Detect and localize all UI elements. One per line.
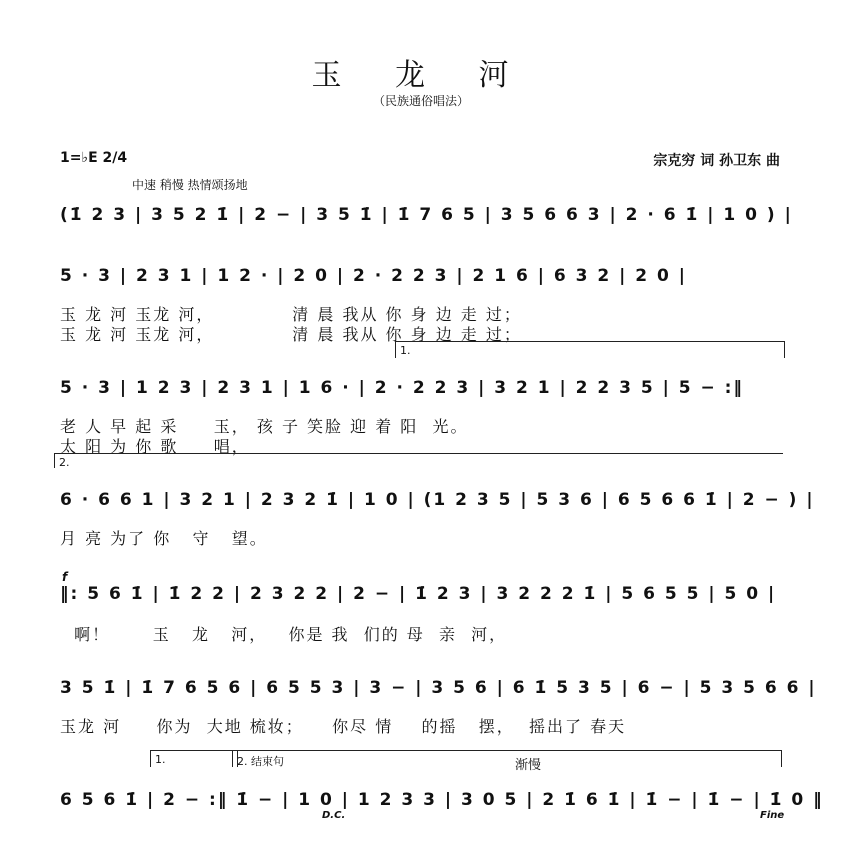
key-signature: 1=♭E 2/4 (60, 150, 128, 166)
song-title: 玉 龙 河 (311, 58, 531, 93)
fine-marking: Fine (760, 810, 785, 821)
ritardando: 渐慢 (515, 758, 542, 773)
volta-7-2: 2. 结束句 (232, 750, 782, 767)
lyric-line-3b: 太 阳 为 你 歌 唱， (60, 437, 250, 456)
credits: 宗克穷 词 孙卫东 曲 (653, 153, 780, 169)
tempo-marking: 中速 稍慢 热情颂扬地 (132, 178, 248, 192)
notes-line-2: 5 · 3 | 2 3 1 | 1 2 · | 2 0 | 2 · 2 2 3 | 2 1 6 | 6 3 2 | 2 0 | (60, 266, 687, 286)
lyric-line-4a: 月 亮 为了 你 守 望。 (60, 529, 268, 548)
notes-line-4: 6 · 6 6 1 | 3 2 1 | 2 3 2 1̇ | 1 0 | (1 2 3 5 | 5 3 6 | 6 5 6 6 1̇ | 2 − ) | (60, 490, 815, 510)
notes-line-3: 5 · 3 | 1 2 3 | 2 3 1 | 1 6 · | 2 · 2 2 3 | 3 2 1 | 2 2 3 5 | 5 − :‖ (60, 378, 744, 398)
lyric-line-2a: 玉 龙 河 玉龙 河， 清 晨 我从 你 身 边 走 过； (60, 305, 522, 324)
lyric-line-2b: 玉 龙 河 玉龙 河， 清 晨 我从 你 身 边 走 过； (60, 325, 522, 344)
lyric-line-6a: 玉龙 河 你为 大地 梳妆； 你尽 情 的摇 摆， 摇出了 春天 (60, 717, 627, 736)
notes-line-1: (1̇ 2 3 | 3 5 2 1̇ | 2 − | 3 5 1̇ | 1̇ 7 6 5 | 3 5 6 6 3 | 2 · 6 1̇ | 1 0 ) | (60, 205, 793, 225)
song-subtitle: （民族通俗唱法） (372, 94, 469, 108)
notes-line-6: 3 5 1̇ | 1̇ 7 6 5 6 | 6 5 5 3 | 3 − | 3 5 6 | 6 1̇ 5 3 5 | 6 − | 5 3 5 6 6 | (60, 678, 817, 698)
dc-marking: D.C. (322, 810, 346, 821)
volta-2: 2. (54, 453, 783, 468)
volta-7-1: 1. (150, 750, 238, 767)
notes-line-5: ‖: 5 6 1̇ | 1̇ 2 2 | 2 3 2 2 | 2 − | 1̇ 2 3 | 3 2 2 2 1̇ | 5 6 5 5 | 5 0 | (60, 584, 777, 604)
lyric-line-3a: 老 人 早 起 采 玉， 孩 子 笑脸 迎 着 阳 光。 (60, 417, 469, 436)
dynamic-forte: f (62, 570, 68, 584)
lyric-line-5a: 啊！ 玉 龙 河， 你是 我 们的 母 亲 河， (60, 625, 508, 644)
volta-1: 1. (395, 341, 785, 358)
notes-line-7: 6 5 6 1̇ | 2 − :‖ 1̇ − | 1 0 | 1 2 3 3 | 3 0 5 | 2 1̇ 6 1̇ | 1̇ − | 1̇ − | 1̇ 0 ‖ (60, 790, 824, 810)
